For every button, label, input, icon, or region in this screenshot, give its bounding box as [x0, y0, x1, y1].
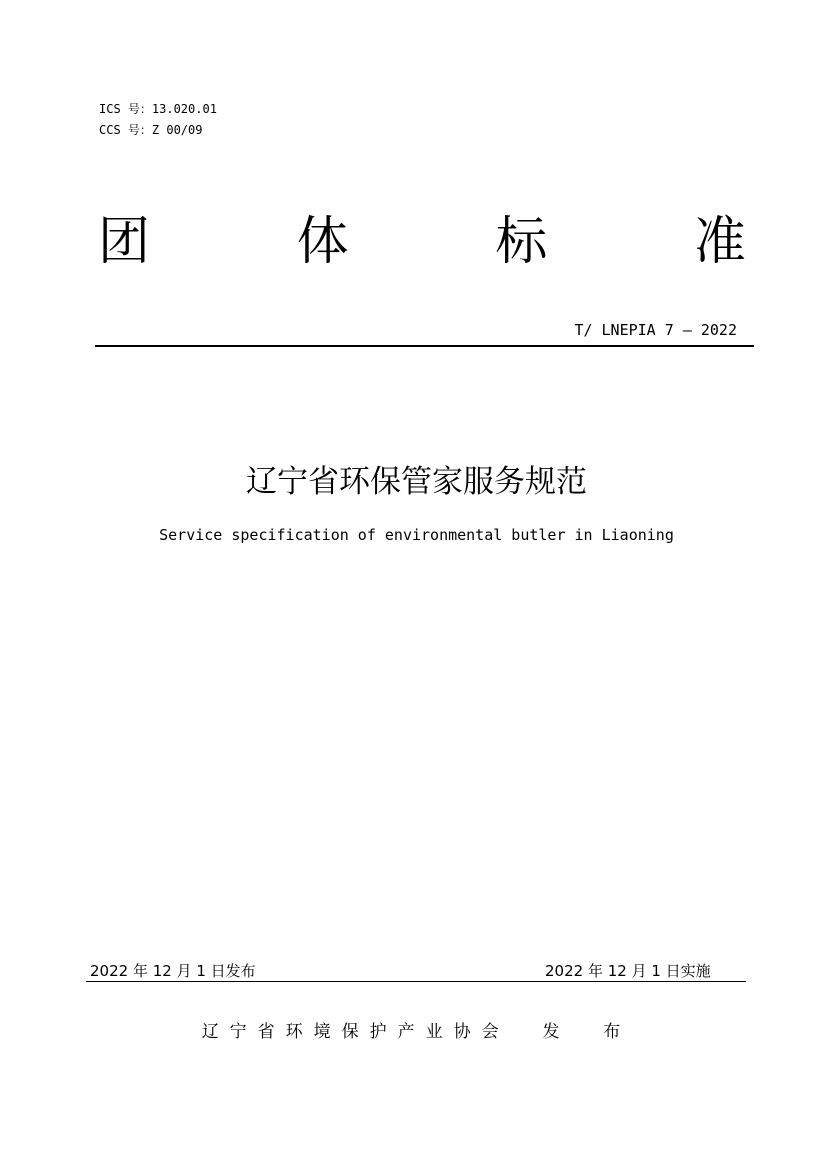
implementation-date: 2022 年 12 月 1 日实施: [545, 962, 711, 980]
publish-date: 2022 年 12 月 1 日发布: [90, 962, 256, 980]
standard-number: T/ LNEPIA 7 – 2022: [574, 321, 737, 339]
standard-type-char: 体: [296, 212, 349, 272]
footer-divider: [86, 981, 746, 982]
standard-type-char: 团: [98, 212, 151, 272]
standard-type-char: 标: [495, 212, 548, 272]
document-title-chinese: 辽宁省环保管家服务规范: [246, 464, 587, 500]
standard-type-heading: [98, 207, 746, 277]
standard-type-char: 准: [693, 212, 746, 272]
classification-codes: [99, 99, 217, 141]
publisher: 辽宁省环境保护产业协会 发 布: [201, 1022, 632, 1042]
header-divider: [95, 345, 754, 347]
ccs-code: CCS 号：Z 00/09: [99, 123, 203, 137]
document-title-english: Service specification of environmental butler in Liaoning: [159, 526, 674, 544]
ics-code: ICS 号：13.020.01: [99, 102, 217, 116]
